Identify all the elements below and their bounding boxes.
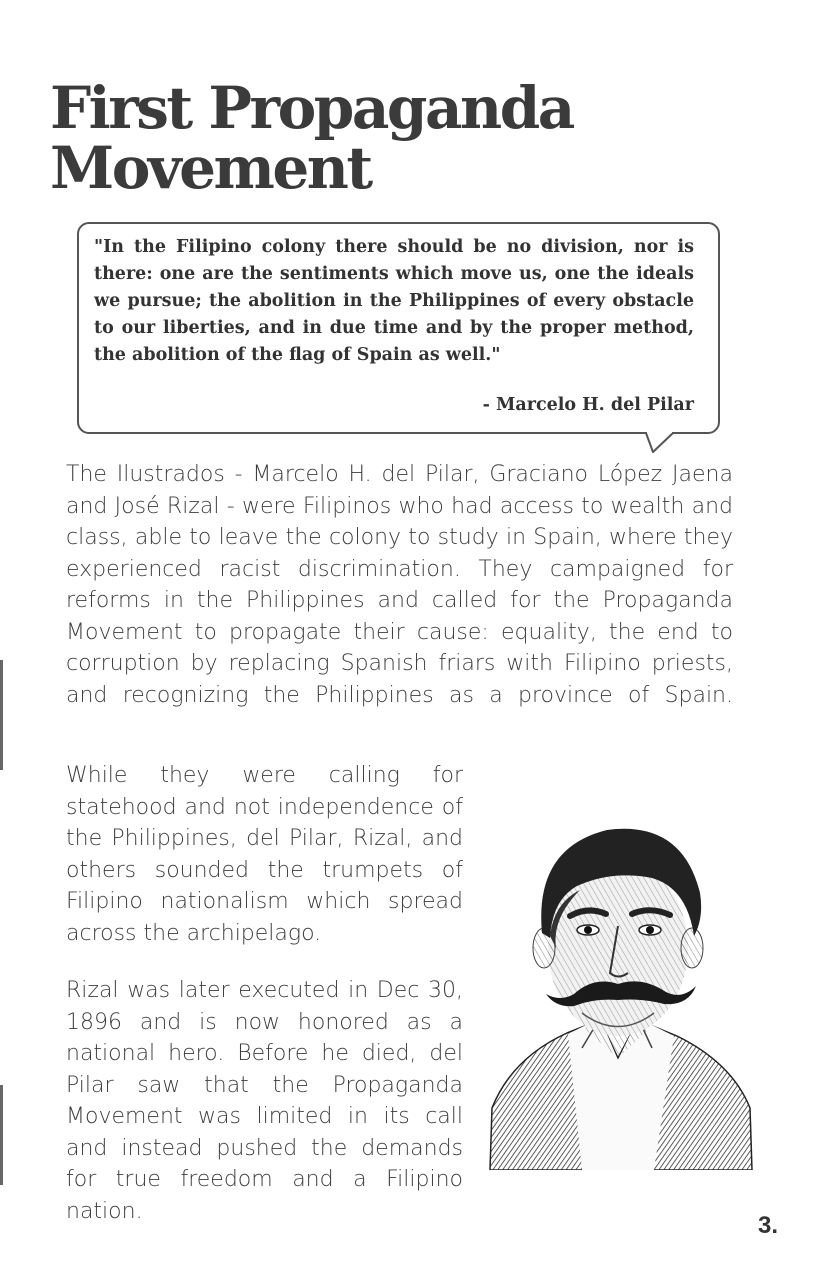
page-edge-mark — [0, 1085, 3, 1185]
quote-text: "In the Filipino colony there should be no division, nor is there: one are the sentiments which move us, one the ideals we pursue; the abolition in the Philippines of every obstacle to our liberties, and in due time and by the proper method, the abolition of the flag of Spain as well." — [94, 237, 694, 365]
body-paragraph-rizal-execution: Rizal was later executed in Dec 30, 1896 and is now honored as a national hero. Before he died, del Pilar saw that the Propaganda Movement was limited in its call and instead pushed the demands for true freedom and a Filipino nation. — [66, 978, 463, 1224]
page-edge-mark — [0, 660, 3, 770]
speech-bubble-tail — [640, 430, 690, 456]
body-paragraph-ilustrados: The Ilustrados - Marcelo H. del Pilar, Graciano López Jaena and José Rizal - were Filipinos who had access to wealth and class, able to leave the colony to study in Spain, where they experienced racist discrimination. They campaigned for reforms in the Philippines and called for the Propaganda Movement to propagate their cause: equality, the end to corruption by replacing Spanish friars with Filipino priests, and recognizing the Philippines as a province of Spain. — [66, 462, 733, 708]
page-title — [50, 74, 573, 202]
page-number: 3. — [758, 1212, 779, 1239]
quote-author: - Marcelo H. del Pilar — [482, 395, 694, 415]
body-paragraph-nationalism: While they were calling for statehood and not independence of the Philippines, del Pilar, Rizal, and others sounded the trumpets of Filipino nationalism which spread across the archipelago. — [66, 763, 463, 946]
title-line-1: First Propaganda — [50, 74, 573, 142]
title-line-2: Movement — [50, 134, 371, 202]
portrait-engraving — [482, 808, 754, 1170]
